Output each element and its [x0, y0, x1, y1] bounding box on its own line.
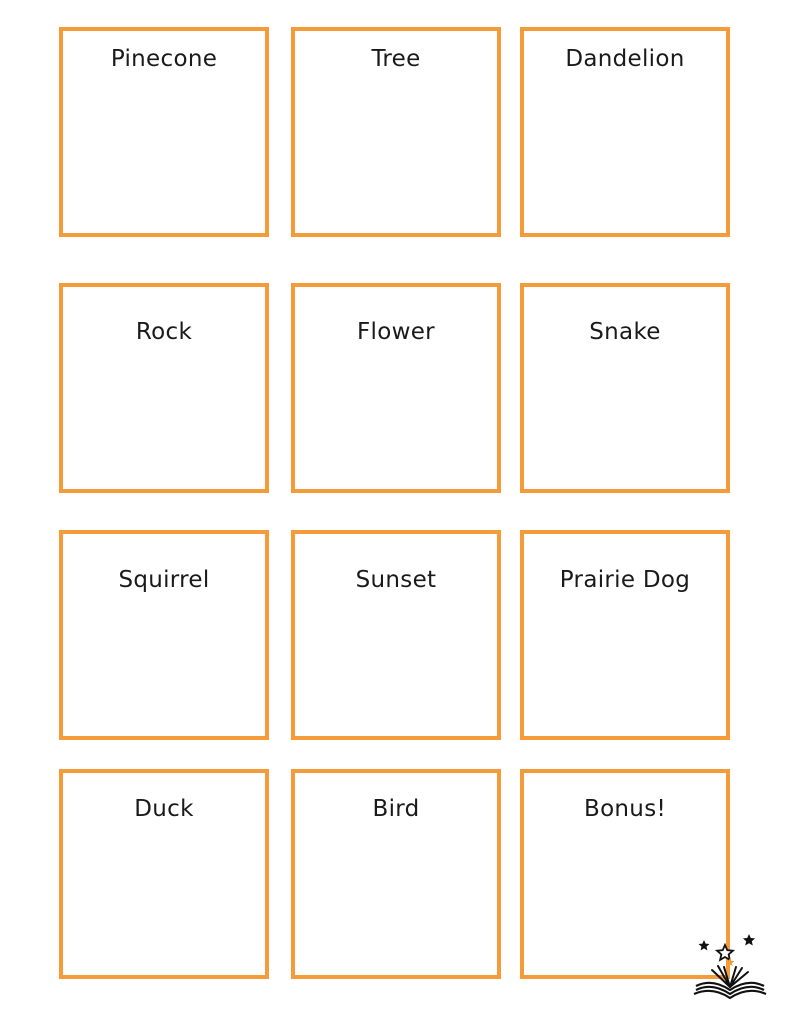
card-tree — [291, 27, 501, 237]
card-label: Pinecone — [110, 46, 218, 72]
card-label: Rock — [135, 319, 193, 345]
card-label: Bird — [372, 796, 420, 822]
card-label: Sunset — [355, 567, 437, 593]
card-label: Dandelion — [565, 46, 685, 72]
card-pinecone — [59, 27, 269, 237]
card-label: Duck — [134, 796, 194, 822]
card-label: Snake — [589, 319, 661, 345]
card-snake — [520, 283, 730, 493]
card-dandelion — [520, 27, 730, 237]
card-label: Bonus! — [583, 796, 666, 822]
card-label: Flower — [357, 319, 435, 345]
card-bird — [291, 769, 501, 979]
card-duck — [59, 769, 269, 979]
card-prairie-dog — [520, 530, 730, 740]
open-book-with-stars-icon — [690, 930, 770, 1000]
card-flower — [291, 283, 501, 493]
card-label: Prairie Dog — [559, 567, 691, 593]
card-label: Tree — [371, 46, 421, 72]
card-rock — [59, 283, 269, 493]
card-sunset — [291, 530, 501, 740]
card-label: Squirrel — [118, 567, 210, 593]
card-squirrel — [59, 530, 269, 740]
